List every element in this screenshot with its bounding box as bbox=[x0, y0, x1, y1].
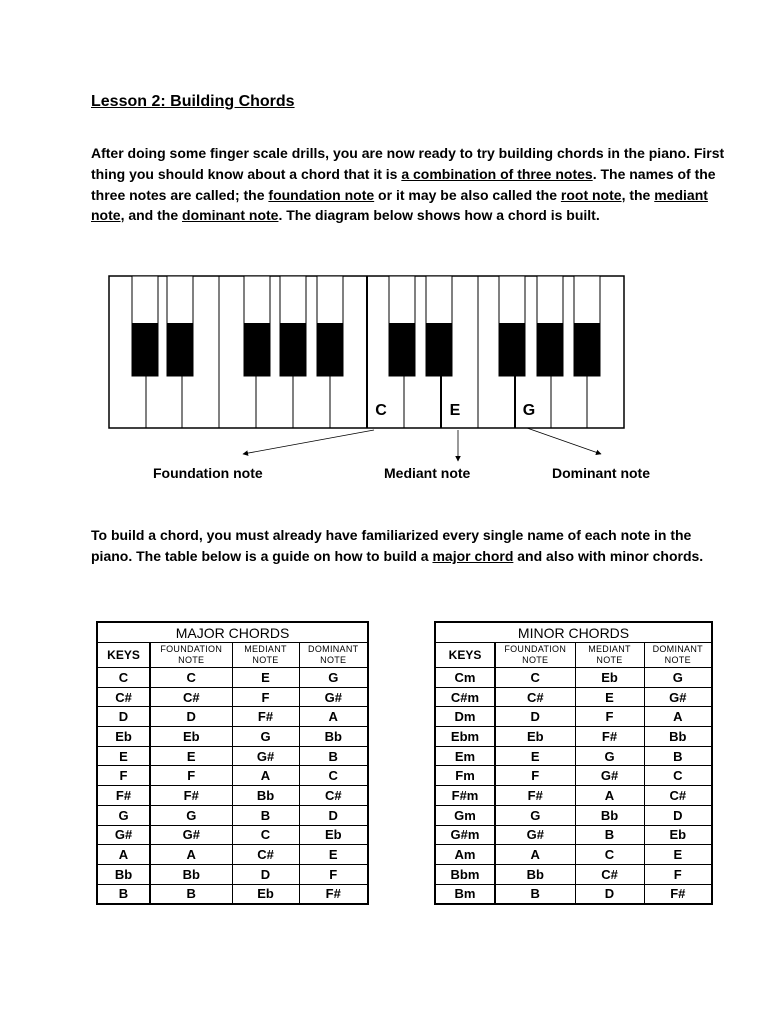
minor-cell-key: G#m bbox=[435, 825, 495, 845]
minor-cell-dominant: D bbox=[644, 805, 712, 825]
minor-cell-dominant: C# bbox=[644, 786, 712, 806]
major-cell-foundation: F bbox=[150, 766, 232, 786]
caption-dominant-note: Dominant note bbox=[552, 465, 650, 481]
minor-cell-mediant: C bbox=[575, 845, 644, 865]
major-cell-mediant: G bbox=[232, 727, 299, 747]
major-cell-foundation: G# bbox=[150, 825, 232, 845]
table-row bbox=[435, 668, 712, 688]
major-cell-dominant: A bbox=[299, 707, 368, 727]
major-cell-key: Bb bbox=[97, 864, 150, 884]
table-row bbox=[97, 727, 368, 747]
major-cell-dominant: G bbox=[299, 668, 368, 688]
black-key bbox=[244, 323, 270, 376]
minor-cell-key: Ebm bbox=[435, 727, 495, 747]
guide-underline-major-chord: major chord bbox=[432, 547, 514, 564]
minor-cell-dominant: E bbox=[644, 845, 712, 865]
major-cell-mediant: E bbox=[232, 668, 299, 688]
minor-cell-dominant: G# bbox=[644, 687, 712, 707]
minor-cell-key: Gm bbox=[435, 805, 495, 825]
minor-cell-foundation: C# bbox=[495, 687, 575, 707]
piano-keys bbox=[109, 276, 624, 428]
major-cell-dominant: Eb bbox=[299, 825, 368, 845]
minor-cell-foundation: A bbox=[495, 845, 575, 865]
minor-cell-dominant: F bbox=[644, 864, 712, 884]
minor-cell-foundation: C bbox=[495, 668, 575, 688]
arrow-dominant bbox=[527, 428, 601, 454]
intro-text-2: . The names of the three notes are called; the bbox=[91, 165, 716, 203]
major-cell-dominant: B bbox=[299, 746, 368, 766]
minor-header-mediant: MEDIANT NOTE bbox=[575, 643, 644, 668]
major-cell-dominant: Bb bbox=[299, 727, 368, 747]
minor-header-keys: KEYS bbox=[435, 643, 495, 668]
major-chords-table bbox=[96, 621, 369, 905]
minor-cell-dominant: F# bbox=[644, 884, 712, 904]
minor-cell-mediant: G bbox=[575, 746, 644, 766]
table-row bbox=[97, 845, 368, 865]
major-cell-mediant: C bbox=[232, 825, 299, 845]
arrow-foundation bbox=[243, 430, 374, 454]
minor-cell-mediant: F# bbox=[575, 727, 644, 747]
major-cell-key: B bbox=[97, 884, 150, 904]
table-row bbox=[435, 786, 712, 806]
minor-cell-mediant: G# bbox=[575, 766, 644, 786]
minor-cell-foundation: E bbox=[495, 746, 575, 766]
black-key bbox=[537, 323, 563, 376]
major-cell-key: F bbox=[97, 766, 150, 786]
guide-paragraph bbox=[91, 525, 731, 567]
major-cell-key: G# bbox=[97, 825, 150, 845]
black-key bbox=[389, 323, 415, 376]
table-row bbox=[97, 668, 368, 688]
major-cell-key: F# bbox=[97, 786, 150, 806]
page-title: Lesson 2: Building Chords bbox=[91, 93, 295, 110]
major-header-dominant: DOMINANT NOTE bbox=[299, 643, 368, 668]
minor-cell-key: Bm bbox=[435, 884, 495, 904]
minor-cell-mediant: C# bbox=[575, 864, 644, 884]
black-key bbox=[426, 323, 452, 376]
major-cell-mediant: Bb bbox=[232, 786, 299, 806]
intro-underline-combination: a combination of three notes bbox=[401, 165, 593, 182]
guide-text-2: and also with minor chords. bbox=[513, 547, 704, 564]
minor-cell-key: Bbm bbox=[435, 864, 495, 884]
minor-cell-foundation: Bb bbox=[495, 864, 575, 884]
major-cell-dominant: F bbox=[299, 864, 368, 884]
major-cell-foundation: F# bbox=[150, 786, 232, 806]
major-header-mediant: MEDIANT NOTE bbox=[232, 643, 299, 668]
major-cell-mediant: A bbox=[232, 766, 299, 786]
key-label-g: G bbox=[522, 402, 536, 419]
minor-cell-key: Fm bbox=[435, 766, 495, 786]
major-header-foundation: FOUNDATION NOTE bbox=[150, 643, 232, 668]
major-cell-key: C bbox=[97, 668, 150, 688]
minor-cell-mediant: Bb bbox=[575, 805, 644, 825]
minor-chords-table bbox=[434, 621, 713, 905]
minor-cell-mediant: A bbox=[575, 786, 644, 806]
major-cell-dominant: C# bbox=[299, 786, 368, 806]
minor-cell-mediant: F bbox=[575, 707, 644, 727]
black-key bbox=[499, 323, 525, 376]
table-row bbox=[435, 746, 712, 766]
minor-cell-foundation: G# bbox=[495, 825, 575, 845]
major-cell-dominant: G# bbox=[299, 687, 368, 707]
piano-keyboard-diagram bbox=[0, 0, 768, 500]
table-row bbox=[435, 884, 712, 904]
major-cell-key: E bbox=[97, 746, 150, 766]
key-label-c: C bbox=[375, 402, 387, 419]
guide-text-1: To build a chord, you must already have familiarized every single name of each note in the piano. The table below is a guide on how to build a bbox=[91, 527, 692, 564]
table-row bbox=[97, 825, 368, 845]
intro-underline-mediant: mediant note bbox=[91, 186, 708, 224]
minor-cell-dominant: B bbox=[644, 746, 712, 766]
major-cell-mediant: G# bbox=[232, 746, 299, 766]
minor-cell-foundation: Eb bbox=[495, 727, 575, 747]
table-row bbox=[97, 786, 368, 806]
black-key bbox=[317, 323, 343, 376]
major-cell-key: C# bbox=[97, 687, 150, 707]
table-row bbox=[435, 687, 712, 707]
table-row bbox=[97, 746, 368, 766]
major-cell-key: D bbox=[97, 707, 150, 727]
minor-cell-dominant: G bbox=[644, 668, 712, 688]
major-cell-foundation: C# bbox=[150, 687, 232, 707]
table-row bbox=[97, 864, 368, 884]
major-cell-foundation: C bbox=[150, 668, 232, 688]
black-key bbox=[167, 323, 193, 376]
table-row bbox=[97, 884, 368, 904]
major-cell-foundation: Eb bbox=[150, 727, 232, 747]
major-cell-mediant: Eb bbox=[232, 884, 299, 904]
minor-cell-foundation: B bbox=[495, 884, 575, 904]
minor-cell-key: Cm bbox=[435, 668, 495, 688]
major-cell-mediant: D bbox=[232, 864, 299, 884]
major-header-keys: KEYS bbox=[97, 643, 150, 668]
major-cell-dominant: F# bbox=[299, 884, 368, 904]
key-label-e: E bbox=[449, 402, 461, 419]
intro-text-5: , and the bbox=[120, 207, 183, 224]
minor-cell-mediant: B bbox=[575, 825, 644, 845]
minor-header-dominant: DOMINANT NOTE bbox=[644, 643, 712, 668]
table-row bbox=[435, 825, 712, 845]
table-row bbox=[97, 805, 368, 825]
major-cell-foundation: E bbox=[150, 746, 232, 766]
intro-underline-dominant: dominant note bbox=[182, 207, 279, 224]
minor-cell-key: F#m bbox=[435, 786, 495, 806]
major-cell-foundation: A bbox=[150, 845, 232, 865]
table-row bbox=[97, 707, 368, 727]
major-cell-key: Eb bbox=[97, 727, 150, 747]
table-row bbox=[435, 864, 712, 884]
minor-cell-key: Dm bbox=[435, 707, 495, 727]
minor-cell-dominant: C bbox=[644, 766, 712, 786]
caption-mediant-note: Mediant note bbox=[384, 465, 471, 481]
black-key bbox=[574, 323, 600, 376]
major-cell-mediant: C# bbox=[232, 845, 299, 865]
caption-foundation-note: Foundation note bbox=[153, 465, 263, 481]
major-cell-dominant: D bbox=[299, 805, 368, 825]
minor-cell-foundation: D bbox=[495, 707, 575, 727]
minor-cell-mediant: Eb bbox=[575, 668, 644, 688]
intro-text-4: , the bbox=[621, 186, 655, 203]
table-row bbox=[97, 687, 368, 707]
minor-cell-dominant: Bb bbox=[644, 727, 712, 747]
minor-table-title: MINOR CHORDS bbox=[435, 622, 712, 643]
table-row bbox=[435, 766, 712, 786]
major-cell-foundation: G bbox=[150, 805, 232, 825]
major-cell-dominant: E bbox=[299, 845, 368, 865]
minor-cell-key: C#m bbox=[435, 687, 495, 707]
intro-underline-root: root note bbox=[560, 186, 622, 203]
major-cell-key: G bbox=[97, 805, 150, 825]
black-key bbox=[132, 323, 158, 376]
major-cell-mediant: F# bbox=[232, 707, 299, 727]
intro-text-3: or it may be also called the bbox=[374, 186, 561, 203]
table-row bbox=[435, 845, 712, 865]
intro-underline-foundation: foundation note bbox=[268, 186, 375, 203]
intro-text-6: . The diagram below shows how a chord is built. bbox=[278, 207, 600, 224]
major-table-body bbox=[97, 668, 368, 905]
intro-paragraph bbox=[91, 143, 731, 226]
intro-text-1: After doing some finger scale drills, you are now ready to try building chords in the piano. First thing you should know about a chord that it is bbox=[91, 145, 725, 182]
minor-table-body bbox=[435, 668, 712, 905]
black-key bbox=[280, 323, 306, 376]
minor-cell-key: Am bbox=[435, 845, 495, 865]
major-cell-mediant: B bbox=[232, 805, 299, 825]
minor-cell-dominant: A bbox=[644, 707, 712, 727]
minor-cell-dominant: Eb bbox=[644, 825, 712, 845]
major-cell-dominant: C bbox=[299, 766, 368, 786]
minor-cell-mediant: E bbox=[575, 687, 644, 707]
table-row bbox=[435, 707, 712, 727]
major-cell-foundation: D bbox=[150, 707, 232, 727]
major-table-title: MAJOR CHORDS bbox=[97, 622, 368, 643]
major-cell-foundation: B bbox=[150, 884, 232, 904]
minor-cell-mediant: D bbox=[575, 884, 644, 904]
minor-cell-foundation: G bbox=[495, 805, 575, 825]
table-row bbox=[435, 805, 712, 825]
major-cell-mediant: F bbox=[232, 687, 299, 707]
table-row bbox=[97, 766, 368, 786]
table-row bbox=[435, 727, 712, 747]
minor-header-foundation: FOUNDATION NOTE bbox=[495, 643, 575, 668]
minor-cell-foundation: F# bbox=[495, 786, 575, 806]
major-cell-foundation: Bb bbox=[150, 864, 232, 884]
minor-cell-key: Em bbox=[435, 746, 495, 766]
minor-cell-foundation: F bbox=[495, 766, 575, 786]
major-cell-key: A bbox=[97, 845, 150, 865]
